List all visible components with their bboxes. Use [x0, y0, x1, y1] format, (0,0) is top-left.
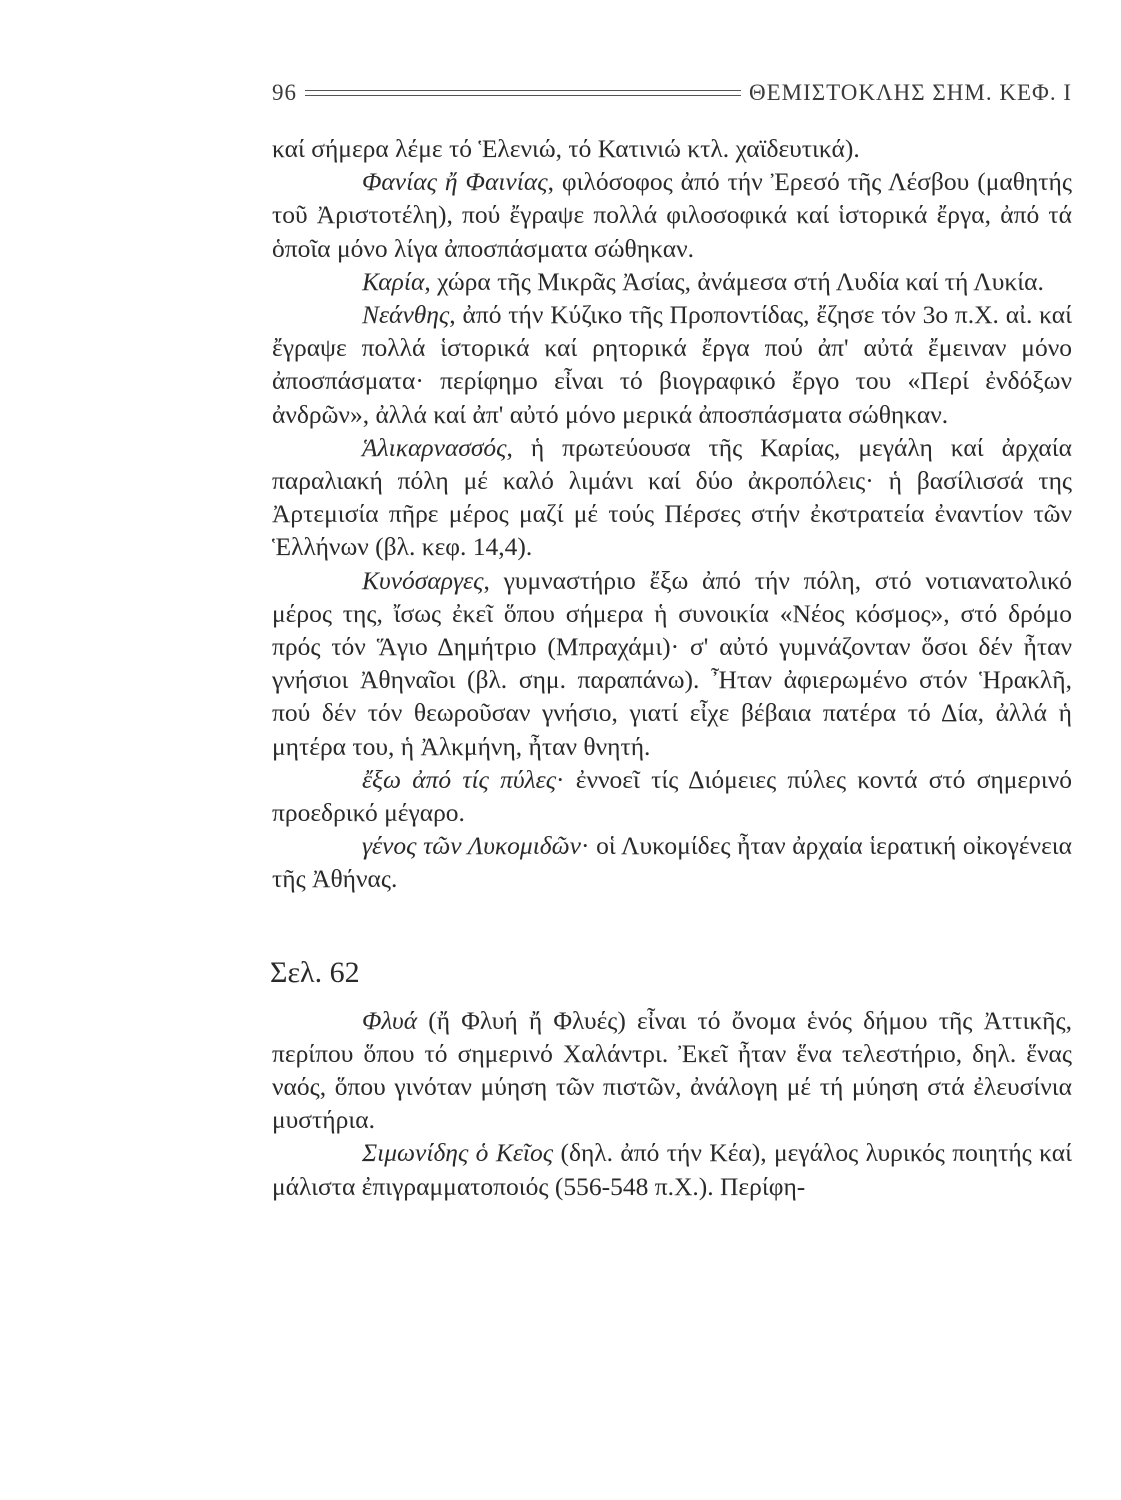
note-term: Καρία — [362, 266, 425, 296]
note-phanias — [272, 165, 1072, 265]
note-term: Νεάνθης — [362, 300, 450, 330]
note-text: , ἡ πρωτεύουσα τῆς Καρίας, μεγάλη καί ἀρχαία παραλιακή πόλη μέ καλό λιμάνι καί δύο ἀκροπόλεις· ἡ βασίλισσά της Ἀρτεμισία πῆρε μέρος μαζί μέ τούς Πέρσες στήν ἐκστρατεία ἐναντίον τῶν Ἑλλήνων (βλ. κεφ. 14,4). — [272, 432, 1072, 562]
section-heading: Σελ. 62 — [270, 955, 360, 989]
note-text: , γυμναστήριο ἔξω ἀπό τήν πόλη, στό νοτιανατολικό μέρος της, ἴσως ἐκεῖ ὅπου σήμερα ἡ συνοικία «Νέος κόσμος», στό δρόμο πρός τόν Ἅγιο Δημήτριο (Μπραχάμι)· σ' αὐτό γυμνάζονταν ὅσοι δέν ἦταν γνήσιοι Ἀθηναῖοι (βλ. σημ. παραπάνω). Ἦταν ἀφιερωμένο στόν Ἡρακλῆ, πού δέν τόν θεωροῦσαν γνήσιο, γιατί εἶχε βέβαια πατέρα τό Δία, ἀλλά ἡ μητέρα του, ἡ Ἀλκμήνη, ἦταν θνητή. — [272, 565, 1072, 761]
paragraph-text: καί σήμερα λέμε τό Ἑλενιώ, τό Κατινιώ κτλ. χαϊδευτικά). — [272, 134, 860, 163]
header-double-rule — [305, 90, 741, 96]
book-page — [272, 80, 1072, 1203]
note-text: (ἤ Φλυή ἤ Φλυές) εἶναι τό ὄνομα ἑνός δήμου τῆς Ἀττικῆς, περίπου ὅπου τό σημερινό Χαλάντρι. Ἐκεῖ ἦταν ἕνα τελεστήριο, δηλ. ἕνας ναός, ὅπου γινόταν μύηση τῶν πιστῶν, ἀνάλογη μέ τή μύηση στά ἐλευσίνια μυστήρια. — [272, 1005, 1072, 1135]
note-term: Ἁλικαρνασσός — [362, 432, 507, 462]
note-text: , ἀπό τήν Κύζικο τῆς Προποντίδας, ἔζησε τόν 3ο π.Χ. αἰ. καί ἔγραψε πολλά ἱστορικά καί ρητορικά ἔργα πού ἀπ' αὐτά ἔμειναν μόνο ἀποσπάσματα· περίφημο εἶναι τό βιογραφικό ἔργο του «Περί ἐνδόξων ἀνδρῶν», ἀλλά καί ἀπ' αὐτό μόνο μερικά ἀποσπάσματα σώθηκαν. — [272, 300, 1072, 429]
note-term: γένος τῶν Λυκομιδῶν — [362, 831, 581, 861]
note-cynosarges — [272, 564, 1072, 763]
running-title: ΘΕΜΙΣΤΟΚΛΗΣ ΣΗΜ. ΚΕΦ. I — [748, 80, 1072, 105]
note-halicarnassus — [272, 431, 1072, 564]
running-head — [272, 80, 1072, 106]
paragraph-continuation — [272, 132, 1072, 165]
note-term: ἔξω ἀπό τίς πύλες — [362, 764, 557, 794]
page-number: 96 — [272, 80, 297, 105]
note-text: · οἱ Λυκομίδες ἦταν ἀρχαία ἱερατική οἰκογένεια τῆς Ἀθήνας. — [272, 831, 1073, 894]
note-lycomidae — [272, 829, 1072, 895]
note-term: Φανίας ἤ Φαινίας — [362, 167, 548, 197]
note-caria — [272, 265, 1072, 298]
note-text: (δηλ. ἀπό τήν Κέα), μεγάλος λυρικός ποιητής καί μάλιστα ἐπιγραμματοποιός (556-548 π.Χ.). Περίφη- — [272, 1138, 1072, 1201]
note-phlya — [272, 1004, 1072, 1137]
note-neanthes — [272, 298, 1072, 431]
note-text: , χώρα τῆς Μικρᾶς Ἀσίας, ἀνάμεσα στή Λυδία καί τή Λυκία. — [424, 266, 1044, 296]
note-term: Σιμωνίδης ὁ Κεῖος — [362, 1138, 554, 1168]
note-term: Κυνόσαργες — [362, 565, 484, 595]
note-text: · ἐννοεῖ τίς Διόμειες πύλες κοντά στό σημερινό προεδρικό μέγαρο. — [272, 764, 1072, 828]
note-term: Φλυά — [362, 1005, 418, 1035]
note-text: , φιλόσοφος ἀπό τήν Ἐρεσό τῆς Λέσβου (μαθητής τοῦ Ἀριστοτέλη), πού ἔγραψε πολλά φιλοσοφικά καί ἱστορικά ἔργα, ἀπό τά ὁποῖα μόνο λίγα ἀποσπάσματα σώθηκαν. — [272, 167, 1072, 263]
note-simonides — [272, 1136, 1072, 1202]
note-gates — [272, 763, 1072, 829]
